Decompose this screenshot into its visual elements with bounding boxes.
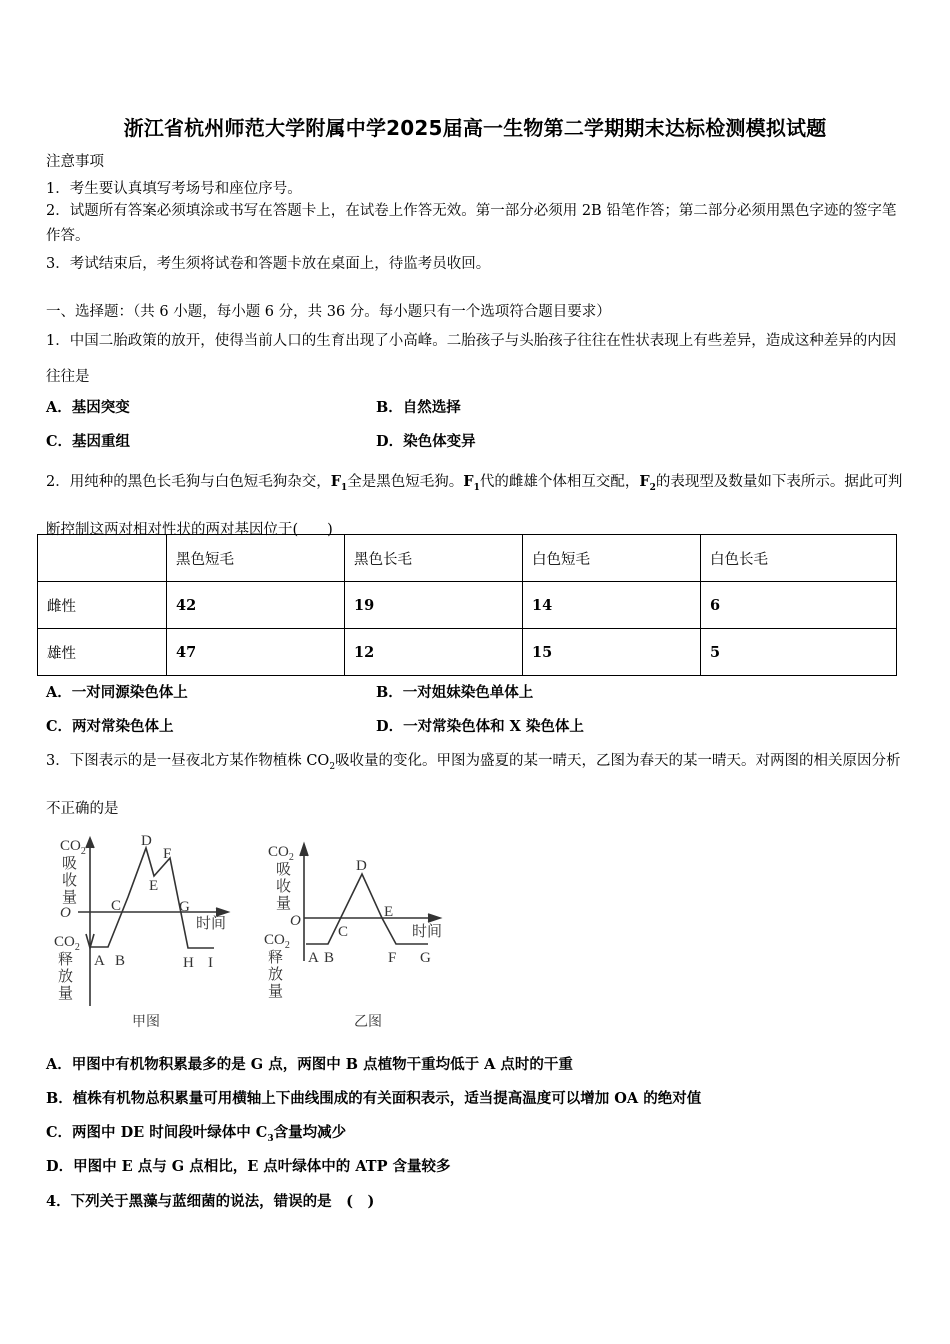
q1-option-a[interactable]: A．基因突变 [46,399,130,416]
svg-text:放: 放 [58,969,74,985]
svg-text:量: 量 [268,984,284,1000]
figure-jia [50,826,240,1036]
table-cell: 47 [167,629,345,676]
svg-text:吸: 吸 [276,862,292,878]
yi-co2-label: CO [268,844,289,860]
q3-option-c[interactable]: C．两图中 DE 时间段叶绿体中 $C_3$含量均减少 [46,1124,347,1144]
notice-heading: 注意事项 [46,154,104,170]
q4-stem: 4．下列关于黑藻与蓝细菌的说法，错误的是 ( ) [46,1193,375,1210]
q3-option-b[interactable]: B．植株有机物总积累量可用横轴上下曲线围成的有关面积表示，适当提高温度可以增加 OA 的绝对值 [46,1090,702,1107]
jia-point-d: D [141,833,152,849]
jia-point-a: A [94,953,105,969]
yi-curve [306,874,428,944]
yi-point-f: F [388,950,397,966]
table-cell: 6 [701,582,897,629]
jia-point-c: C [111,898,122,914]
yi-point-c: C [338,924,349,940]
table-row [38,629,897,676]
table-cell: 白色短毛 [523,535,701,582]
table-cell: 15 [523,629,701,676]
svg-text:量: 量 [62,890,78,906]
jia-absorb-1: 吸 [62,856,78,872]
jia-caption: 甲图 [132,1015,160,1030]
table-cell: 42 [167,582,345,629]
table-cell: 12 [345,629,523,676]
table-cell: 黑色短毛 [167,535,345,582]
table-cell: 雌性 [38,582,167,629]
q3-stem: 3．下图表示的是一昼夜北方某作物植株 $CO_2$吸收量的变化。甲图为盛夏的某一晴天，乙图为春天的某一晴天。对两图的相关原因分析不正确的是 [46,753,901,817]
notice-item-2: 2．试题所有答案必须填涂或书写在答题卡上，在试卷上作答无效。第一部分必须用 2B 铅笔作答；第二部分必须用黑色字迹的签字笔作答。 [46,203,897,244]
q3-option-d[interactable]: D．甲图中 E 点与 G 点相比，E 点叶绿体中的 ATP 含量较多 [46,1158,451,1175]
table-row [38,535,897,582]
svg-text:释: 释 [58,952,74,968]
q1-stem: 1．中国二胎政策的放开，使得当前人口的生育出现了小高峰。二胎孩子与头胎孩子往往在性状表现上有些差异，造成这种差异的内因往往是 [46,333,897,385]
table-cell: 14 [523,582,701,629]
jia-point-i: I [208,955,213,971]
svg-text:放: 放 [268,967,284,983]
svg-text:量: 量 [276,896,292,912]
q1-option-d[interactable]: D．染色体变异 [376,433,476,450]
q2-option-a[interactable]: A．一对同源染色体上 [46,684,188,701]
table-cell: 5 [701,629,897,676]
yi-point-b: B [324,950,335,966]
jia-co2-label: CO [60,838,81,854]
jia-point-f: F [163,846,172,862]
q2-stem: 2．用纯种的黑色长毛狗与白色短毛狗杂交，$F_1$全是黑色短毛狗。$F_1$代的雌雄个体相互交配，$F_2$的表现型及数量如下表所示。据此可判断控制这两对相对性状的两对基因位于( ) [46,473,903,538]
table-cell: 19 [345,582,523,629]
jia-co2-bottom: CO [54,934,75,950]
jia-origin: O [60,905,71,921]
table-cell: 雄性 [38,629,167,676]
table-cell: 白色长毛 [701,535,897,582]
q2-option-c[interactable]: C．两对常染色体上 [46,718,174,735]
q2-option-d[interactable]: D．一对常染色体和 X 染色体上 [376,718,584,735]
svg-text:收: 收 [276,879,292,895]
yi-caption: 乙图 [354,1015,382,1030]
q1-option-c[interactable]: C．基因重组 [46,433,131,450]
yi-point-g: G [420,950,431,966]
notice-item-1: 1．考生要认真填写考场号和座位序号。 [46,181,302,197]
jia-time-label: 时间 [196,916,227,932]
jia-point-b: B [115,953,126,969]
svg-text:量: 量 [58,986,74,1002]
svg-text:CO2: $CO_2$ [268,844,294,863]
yi-time-label: 时间 [412,924,443,940]
svg-text:释: 释 [268,950,284,966]
jia-point-g: G [179,899,190,915]
q2-option-b[interactable]: B．一对姐妹染色单体上 [376,684,534,701]
svg-text:CO2: $CO_2$ [60,838,86,857]
q2-table [37,534,897,676]
notice-item-3: 3．考试结束后，考生须将试卷和答题卡放在桌面上，待监考员收回。 [46,256,491,272]
table-row [38,582,897,629]
yi-point-d: D [356,858,367,874]
svg-text:CO2: $CO_2$ [264,932,290,951]
q3-option-a[interactable]: A．甲图中有机物积累最多的是 G 点，两图中 B 点植物干重均低于 A 点时的干重 [46,1056,573,1073]
yi-origin: O [290,913,301,929]
section-heading: 一、选择题：（共 6 小题，每小题 6 分，共 36 分。每小题只有一个选项符合题目要求） [46,304,611,320]
svg-text:收: 收 [62,873,78,889]
jia-curve [90,848,214,948]
q1-option-b[interactable]: B．自然选择 [376,399,461,416]
table-cell [38,535,167,582]
table-cell: 黑色长毛 [345,535,523,582]
svg-text:CO2: $CO_2$ [54,934,80,953]
page-title: 浙江省杭州师范大学附属中学2025届高一生物第二学期期末达标检测模拟试题 [123,116,827,140]
yi-point-a: A [308,950,319,966]
yi-co2-bottom: CO [264,932,285,948]
yi-point-e: E [384,904,394,920]
jia-point-h: H [183,955,194,971]
jia-point-e: E [149,878,159,894]
figure-yi [258,826,448,1036]
